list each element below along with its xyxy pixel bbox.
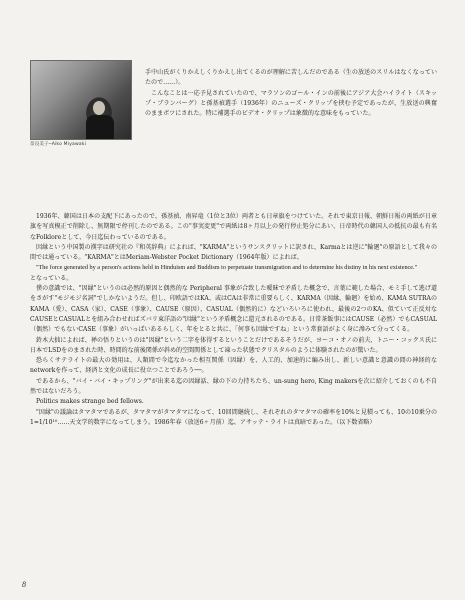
paragraph: 恐らくサテライトの最大の効用は、人類間で今迄なかった相互関係（因縁）を、人工的、加速的に編み出し、新しい意識と意識の間の神経的なnetworkを作って、経済と文化の成長に役立つことであろう──。 xyxy=(30,357,437,375)
quote-paragraph: "The force generated by a person's actions held in Hinduism and Buddism to perpetuate transmigration and to determine his distiny in his next existence." xyxy=(36,264,418,272)
photo-face xyxy=(93,101,105,115)
paragraph: 1936年、韓国は日本の支配下にあったので、孫基禎、南昇竜（1位と3位）両者とも日章旗をつけていた。それで東京日報、朝鮮日報の両紙が日章旗を写真模正で削除し、無期限で停刊したのである。この"事実変更"で両紙は8ヶ月以上の発行停止処分にあい、日帝時代の韓国人の抵抗の最も有名なFolkloreとして、今日迄伝わっているのである。 xyxy=(30,213,437,241)
top-column xyxy=(145,68,437,119)
page-number: 8 xyxy=(22,580,26,589)
paragraph: 因縁という中国製の漢字は研究社の『和英辞典』によれば、"KARMA"というサンスクリットに訳され、Karmaとは逆に"輪廻"の原語として我々の間では通っている。"KARMA"とはMeriam-Webster Pocket Dictionary（1964年版）によれば、 xyxy=(30,243,437,262)
paragraph: 僕の意識では、"因縁"というのは必然的原因と偶然的な Peripheral 事象が合致した曖昧で矛盾した概念で、言葉に範した場合、モミ手して逃げ道をさがす"モジモジ名詞"でしかないようだ。但し、印欧語ではKA、或はCAは非常に重要らしく、KARMA（因縁、輪廻）を始め、KAMA SUTRAのKAMA（愛）、CASA（家）、CASE（事象）、CAUSE（原因）、CASUAL（偶然的に）などいろいろに使われ、最後の2つのKA、似ていて正反対なCAUSEとCASUALとを組み合わせればズバリ東洋語の"因縁"という矛盾概念に還元されるのである。日常茶飯事にはCAUSE（必然）でもCASUAL（偶然）でもないCASE（事象）がいっぱいあるらしく、年をとると共に、「何事も因縁ですね」という常套語がよく身に滲みて分ってくる。 xyxy=(30,285,437,334)
body-text xyxy=(30,212,437,428)
paragraph: 鈴木大拙によれば、禅の悟りというのは"因縁"という二字を体得するということだけであるそうだが、ヨーコ・オノの前夫、トニー・コックス氏に日本でLSDをのまされた時、時間的な前後関係が斜め的空間関係として凍った状態でクリスタルのように体験されたのが驚いた。 xyxy=(30,336,437,354)
paragraph: こんなことは一応予見されていたので、マラソンのゴール・インの前後にアジア大会ハイライト（スキップ・ブランバーグ）と孫基禎選手（1936年）のニューズ・クリップを挟む予定であったが、生放送の興奮のままボツにされた。特に補選手のビデオ・クリップは象徴的な意味をもっていた。 xyxy=(145,89,437,118)
paragraph: "因縁"の議論はタマタマであるが、タマタマがタマタマになって、10回間継続し、それぞれのタマタマの確率を10%と見積っても、10の10乗分の1=1/10¹⁰……天文学的数字になってしまう。1986年春（放送6ヶ月前）迄、アサッテ・ライトは真暗であった。（以下数省略） xyxy=(30,408,437,426)
paragraph: であるから、"バイ・バイ・キップリング"が出来る迄の因縁話、縁の下の力持ちたち、un-sung hero, King makersを次に紹介しておくのも不自然ではないだろう。 xyxy=(30,377,437,396)
photo-caption: 奈良美子─Aiko Miyawaki xyxy=(30,142,87,147)
photo-portrait xyxy=(30,60,132,140)
paragraph: Politics makes strange bed fellows. xyxy=(36,398,144,406)
paragraph: となっている。 xyxy=(30,274,73,282)
photo-figure xyxy=(86,115,114,139)
paragraph: 手中山氏がくりかえしくりかえし出てくるのが理解に苦しんだのである（生の放送のスリルはなくなっていたので……）。 xyxy=(145,69,437,87)
